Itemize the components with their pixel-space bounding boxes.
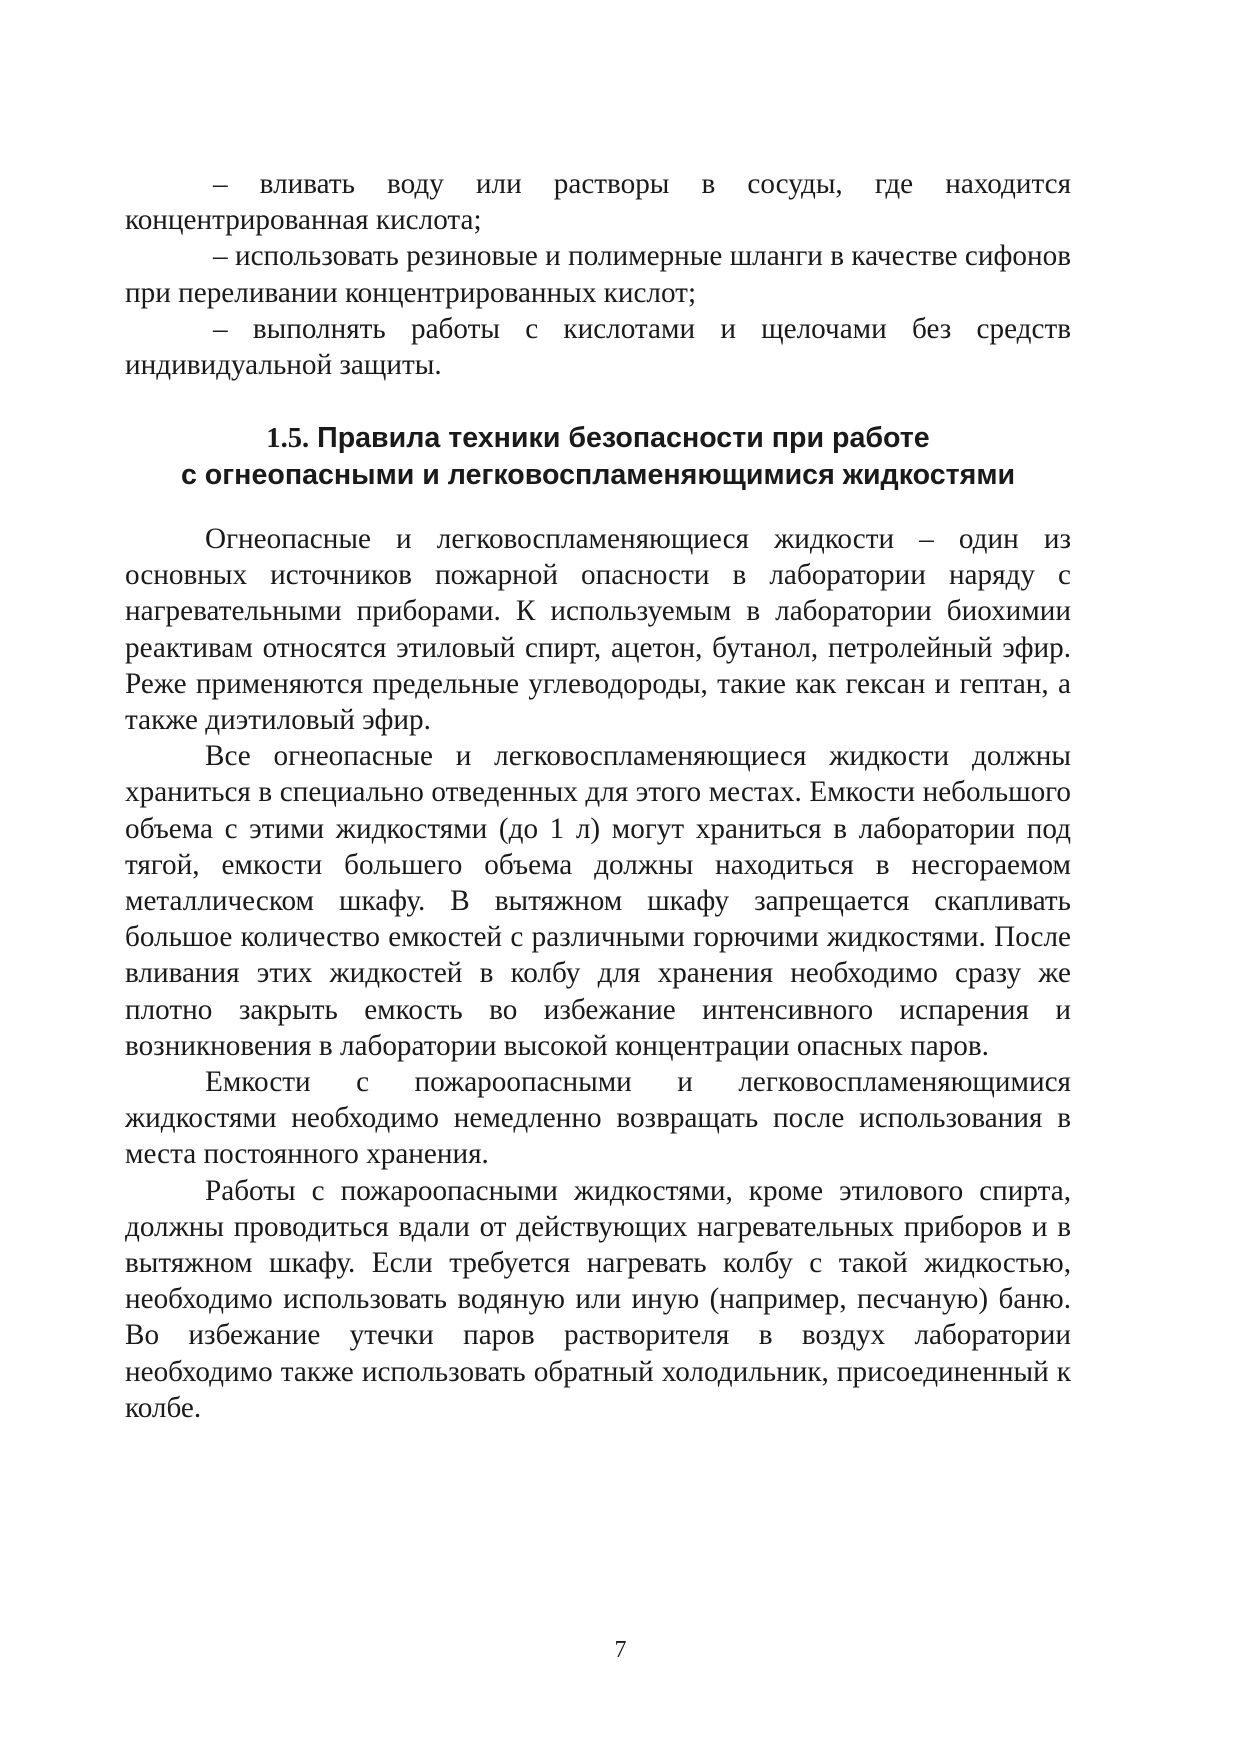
list-item: – использовать резиновые и полимерные шланги в качестве сифонов при переливании концентрированных кислот; <box>125 240 1071 309</box>
list-item: – вливать воду или растворы в сосуды, где находится концентрированная кислота; <box>125 168 1071 237</box>
list-item: – выполнять работы с кислотами и щелочами без средств индивидуальной защиты. <box>125 312 1071 382</box>
section-title-line2: с огнеопасными и легковоспламеняющимися жидкостями <box>180 459 1016 491</box>
paragraph: Огнеопасные и легковоспламеняющиеся жидкости – один из основных источников пожарной опасности в лаборатории наряду с нагревательными приборами. К используемым в лаборатории биохимии реактивам относятся этиловый спирт, ацетон, бутанол, петролейный эфир. Реже применяются предельные углеводороды, такие как гексан и гептан, а также диэтиловый эфир. <box>125 523 1071 737</box>
page-number: 7 <box>614 1637 627 1663</box>
paragraph: Емкости с пожароопасными и легковоспламеняющимися жидкостями необходимо немедленно возвращать после использования в места постоянного хранения. <box>125 1066 1071 1171</box>
paragraph: Все огнеопасные и легковоспламеняющиеся жидкости должны храниться в специально отведенных для этого местах. Емкости небольшого объема с этими жидкостями (до 1 л) могут храниться в лаборатории под тягой, емкости большего объема должны находиться в несгораемом металлическом шкафу. В вытяжном шкафу запрещается скапливать большое количество емкостей с различными горючими жидкостями. После вливания этих жидкостей в колбу для хранения необходимо сразу же плотно закрыть емкость во избежание интенсивного испарения и возникновения в лаборатории высокой концентрации опасных паров. <box>125 740 1071 1062</box>
section-heading <box>125 420 1071 493</box>
section-body <box>125 521 1071 1426</box>
section-number: 1.5. <box>266 423 310 454</box>
section-title-line1: Правила техники безопасности при работе <box>317 422 930 454</box>
paragraph: Работы с пожароопасными жидкостями, кроме этилового спирта, должны проводиться вдали от действующих нагревательных приборов и в вытяжном шкафу. Если требуется нагревать колбу с такой жидкостью, необходимо использовать водяную или иную (например, песчаную) баню. Во избежание утечки паров растворителя в воздух лаборатории необходимо также использовать обратный холодильник, присоединенный к колбе. <box>125 1174 1071 1424</box>
prohibition-list <box>125 166 1071 383</box>
